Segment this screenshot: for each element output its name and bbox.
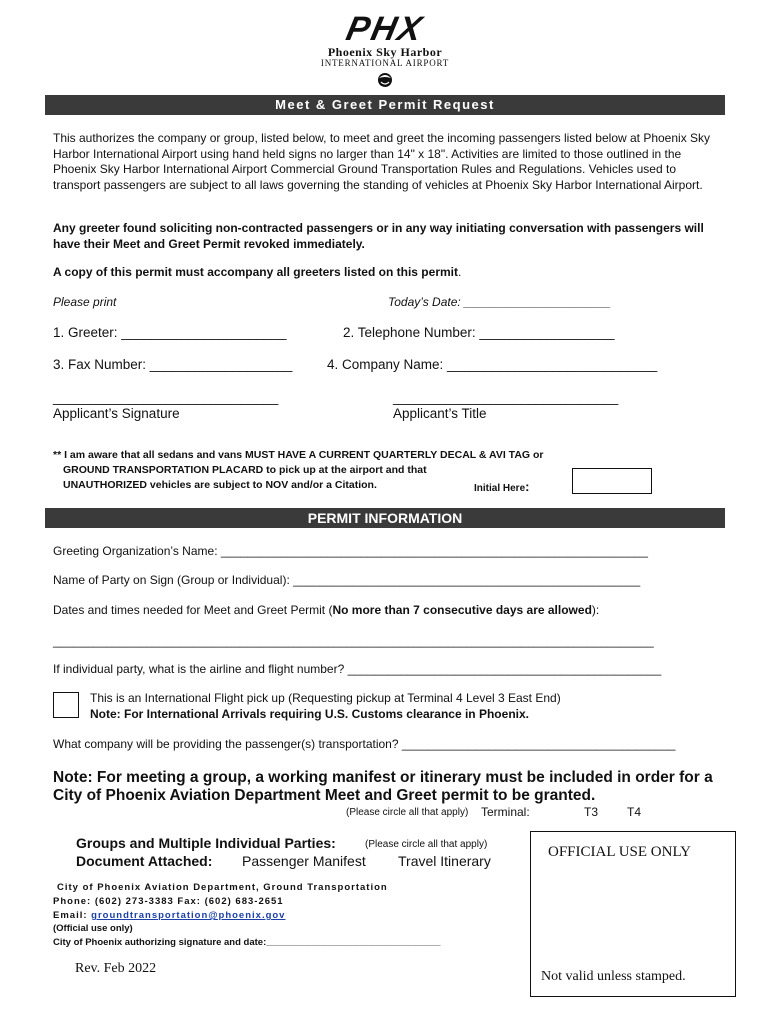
dates-times-pre: Dates and times needed for Meet and Greet Permit ( (53, 603, 333, 617)
transport-company-field[interactable]: What company will be providing the passenger(s) transportation? _________________________________________ (53, 737, 676, 751)
note-group-line-1: Note: For meeting a group, a working manifest or itinerary must be included in order for a (53, 769, 713, 786)
groups-circle-hint: (Please circle all that apply) (365, 839, 488, 850)
official-use-paren: (Official use only) (53, 923, 133, 934)
please-print: Please print (53, 295, 117, 309)
dates-times-post: ): (591, 603, 600, 617)
email-label: Email: (53, 910, 92, 921)
terminal-circle-hint: (Please circle all that apply) (346, 807, 469, 818)
phone-fax-line: Phone: (602) 273-3383 Fax: (602) 683-2651 (53, 896, 284, 907)
not-valid-unless-stamped: Not valid unless stamped. (541, 969, 686, 984)
name-on-sign-field[interactable]: Name of Party on Sign (Group or Individual): ____________________________________________________ (53, 573, 641, 587)
international-flight-checkbox[interactable] (53, 692, 79, 718)
applicant-signature-label: Applicant’s Signature (53, 406, 180, 421)
email-link[interactable]: groundtransportation@phoenix.gov (91, 910, 286, 921)
note-group-line-2: City of Phoenix Aviation Department Meet and Greet permit to be granted. (53, 787, 596, 804)
warning-paragraph: Any greeter found soliciting non-contracted passengers or in any way initiating conversation with passengers will have their Meet and Greet Permit revoked immediately. (53, 221, 704, 251)
copy-notice-text: A copy of this permit must accompany all greeters listed on this permit (53, 265, 458, 279)
authorizing-signature-field[interactable]: City of Phoenix authorizing signature and date:_________________________________ (53, 937, 441, 948)
terminal-label: Terminal: (481, 805, 530, 819)
email-line (53, 910, 285, 921)
copy-notice (53, 265, 721, 281)
initial-here-label (474, 479, 529, 494)
official-use-only-label: OFFICIAL USE ONLY (548, 844, 691, 860)
logo-line-2: INTERNATIONAL AIRPORT (320, 58, 450, 68)
initial-here-box[interactable] (572, 468, 652, 494)
phx-logo (300, 12, 470, 92)
todays-date-field[interactable]: Today’s Date: ______________________ (388, 295, 611, 309)
dates-times-field[interactable]: __________________________________________________________________________________________ (53, 634, 654, 648)
logo-mark: PHX (342, 10, 427, 48)
signature-line[interactable]: ______________________________ (53, 390, 279, 405)
dates-times-label (53, 603, 599, 619)
greeting-organization-field[interactable]: Greeting Organization’s Name: ________________________________________________________________ (53, 544, 648, 558)
dates-times-limit: No more than 7 consecutive days are allowed (332, 603, 592, 617)
initial-here-colon: : (525, 479, 530, 494)
revision-date: Rev. Feb 2022 (75, 961, 157, 976)
terminal-t3-option[interactable]: T3 (584, 805, 599, 819)
groups-heading: Groups and Multiple Individual Parties: (76, 835, 336, 851)
phoenix-bird-icon (375, 70, 395, 88)
title-line[interactable]: ______________________________ (393, 390, 619, 405)
company-name-field[interactable]: 4. Company Name: ____________________________ (327, 357, 658, 372)
intro-paragraph: This authorizes the company or group, listed below, to meet and greet the incoming passengers listed below at Phoenix Sky Harbor International Airport using hand held signs no larger than 14" x 18". Activities are limited to those outlined in the Phoenix Sky Harbor International Airport Commercial Ground Transportation Rules and Regulations. Vehicles used to transport passengers are subject to all laws governing the standing of vehicles at Phoenix Sky Harbor International Airport. (53, 131, 711, 192)
department-line: City of Phoenix Aviation Department, Ground Transportation (57, 882, 388, 893)
official-use-box (530, 831, 736, 997)
greeter-field[interactable]: 1. Greeter: ______________________ (53, 325, 287, 340)
international-flight-line-1: This is an International Flight pick up (Requesting pickup at Terminal 4 Level 3 East End) (90, 691, 561, 705)
telephone-field[interactable]: 2. Telephone Number: __________________ (343, 325, 615, 340)
passenger-manifest-option[interactable]: Passenger Manifest (242, 853, 366, 869)
copy-notice-end: . (457, 265, 462, 279)
decal-line-2: GROUND TRANSPORTATION PLACARD to pick up at the airport and that (63, 464, 427, 476)
decal-line-3: UNAUTHORIZED vehicles are subject to NOV and/or a Citation. (63, 479, 377, 491)
airline-flight-field[interactable]: If individual party, what is the airline and flight number? _______________________________________________ (53, 662, 662, 676)
applicant-title-label: Applicant’s Title (393, 406, 487, 421)
terminal-t4-option[interactable]: T4 (627, 805, 642, 819)
logo-line-1: Phoenix Sky Harbor (327, 45, 443, 59)
travel-itinerary-option[interactable]: Travel Itinerary (398, 853, 491, 869)
international-flight-line-2: Note: For International Arrivals requiring U.S. Customs clearance in Phoenix. (90, 707, 529, 721)
initial-here-text: Initial Here (474, 483, 526, 494)
permit-information-bar: PERMIT INFORMATION (45, 508, 725, 528)
fax-field[interactable]: 3. Fax Number: ___________________ (53, 357, 293, 372)
decal-line-1: ** I am aware that all sedans and vans MUST HAVE A CURRENT QUARTERLY DECAL & AVI TAG or (53, 449, 544, 461)
document-attached-label: Document Attached: (76, 853, 213, 869)
header-bar: Meet & Greet Permit Request (45, 95, 725, 115)
